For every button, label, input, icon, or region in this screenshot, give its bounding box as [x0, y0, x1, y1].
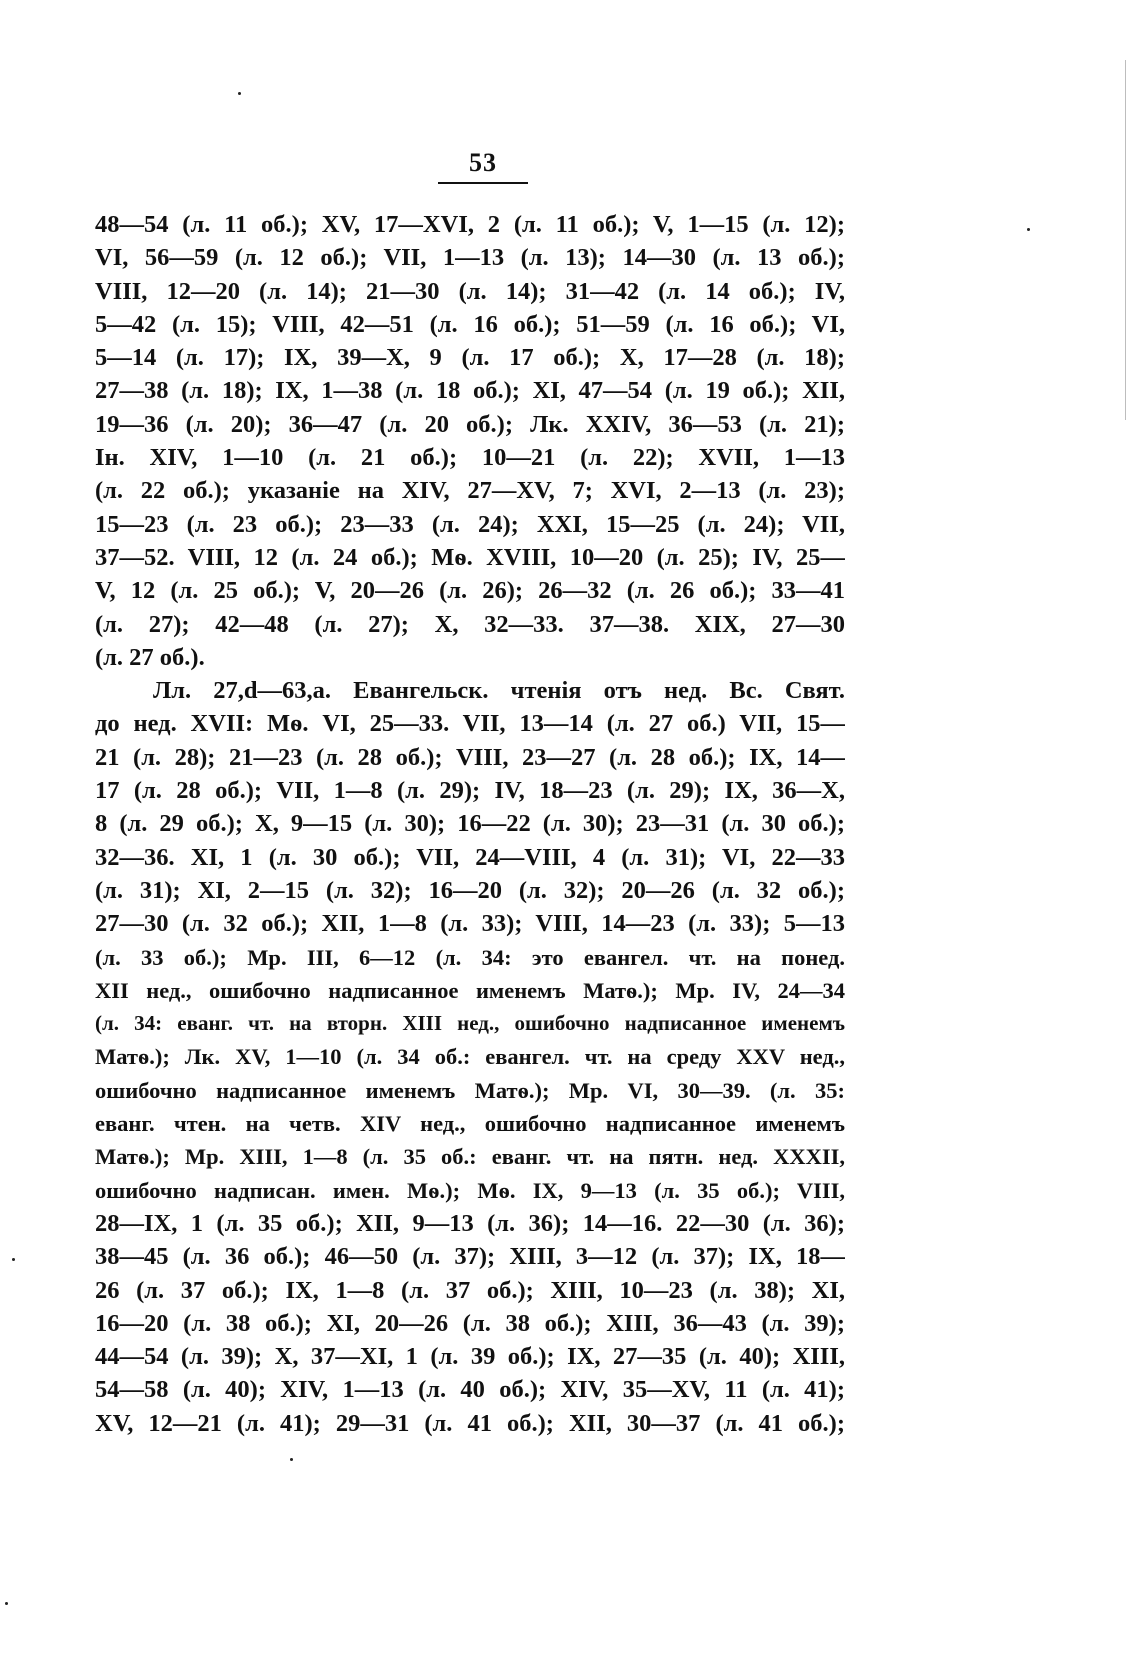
text-line: еванг. чтен. на четв. XIV нед., ошибочно надписанное именемъ [95, 1111, 845, 1137]
text-line: Ін. XIV, 1—10 (л. 21 об.); 10—21 (л. 22); XVII, 1—13 [95, 444, 845, 472]
text-line: 28—IX, 1 (л. 35 об.); XII, 9—13 (л. 36); 14—16. 22—30 (л. 36); [95, 1209, 845, 1237]
text-line: (л. 34: еванг. чт. на вторн. XIII нед., ошибочно надписанное именемъ [95, 1011, 845, 1036]
scan-speck [290, 1458, 293, 1461]
text-line: Матѳ.); Лк. XV, 1—10 (л. 34 об.: евангел. чт. на среду XXV нед., [95, 1044, 845, 1070]
text-line: 19—36 (л. 20); 36—47 (л. 20 об.); Лк. XXIV, 36—53 (л. 21); [95, 410, 845, 438]
text-line: 16—20 (л. 38 об.); XI, 20—26 (л. 38 об.); XIII, 36—43 (л. 39); [95, 1309, 845, 1337]
scan-speck [5, 1602, 8, 1605]
text-line: Матѳ.); Мр. XIII, 1—8 (л. 35 об.: еванг. чт. на пятн. нед. XXXII, [95, 1144, 845, 1170]
page-number-rule [438, 182, 528, 184]
text-line: 54—58 (л. 40); XIV, 1—13 (л. 40 об.); XIV, 35—XV, 11 (л. 41); [95, 1376, 845, 1404]
text-line: 15—23 (л. 23 об.); 23—33 (л. 24); XXI, 15—25 (л. 24); VII, [95, 510, 845, 538]
text-line: (л. 31); XI, 2—15 (л. 32); 16—20 (л. 32); 20—26 (л. 32 об.); [95, 876, 845, 904]
text-line: VI, 56—59 (л. 12 об.); VII, 1—13 (л. 13); 14—30 (л. 13 об.); [95, 244, 845, 272]
text-line: (л. 33 об.); Мр. III, 6—12 (л. 34: это евангел. чт. на понед. [95, 944, 845, 970]
scan-speck [1027, 228, 1030, 231]
text-line: 5—42 (л. 15); VIII, 42—51 (л. 16 об.); 51—59 (л. 16 об.); VI, [95, 310, 845, 338]
text-line: 32—36. XI, 1 (л. 30 об.); VII, 24—VIII, 4 (л. 31); VI, 22—33 [95, 843, 845, 871]
text-line: XII нед., ошибочно надписанное именемъ Матѳ.); Мр. IV, 24—34 [95, 977, 845, 1003]
text-line: 26 (л. 37 об.); IX, 1—8 (л. 37 об.); XIII, 10—23 (л. 38); XI, [95, 1276, 845, 1304]
text-line: 21 (л. 28); 21—23 (л. 28 об.); VIII, 23—27 (л. 28 об.); IX, 14— [95, 743, 845, 771]
page-header [438, 148, 528, 184]
text-line: VIII, 12—20 (л. 14); 21—30 (л. 14); 31—42 (л. 14 об.); IV, [95, 277, 845, 305]
page-edge-line [1125, 60, 1126, 420]
page-number: 53 [469, 148, 497, 177]
text-line: 27—30 (л. 32 об.); XII, 1—8 (л. 33); VIII, 14—23 (л. 33); 5—13 [95, 910, 845, 938]
text-line: ошибочно надписан. имен. Мѳ.); Мѳ. IX, 9—13 (л. 35 об.); VIII, [95, 1177, 845, 1203]
text-line: 17 (л. 28 об.); VII, 1—8 (л. 29); IV, 18—23 (л. 29); IX, 36—X, [95, 777, 845, 805]
paragraph-start-line: Лл. 27,d—63,a. Евангельск. чтенія отъ нед. Вс. Свят. [153, 677, 845, 705]
text-line: 38—45 (л. 36 об.); 46—50 (л. 37); XIII, 3—12 (л. 37); IX, 18— [95, 1243, 845, 1271]
text-line: 8 (л. 29 об.); X, 9—15 (л. 30); 16—22 (л. 30); 23—31 (л. 30 об.); [95, 810, 845, 838]
text-line: 44—54 (л. 39); X, 37—XI, 1 (л. 39 об.); IX, 27—35 (л. 40); XIII, [95, 1343, 845, 1371]
text-line: 27—38 (л. 18); IX, 1—38 (л. 18 об.); XI, 47—54 (л. 19 об.); XII, [95, 377, 845, 405]
text-line: 48—54 (л. 11 об.); XV, 17—XVI, 2 (л. 11 об.); V, 1—15 (л. 12); [95, 211, 845, 238]
scan-speck [238, 92, 241, 95]
scan-speck [12, 1258, 15, 1261]
body-text [95, 208, 845, 1440]
text-line: (л. 27 об.). [95, 643, 205, 671]
text-line: до нед. XVII: Мѳ. VI, 25—33. VII, 13—14 (л. 27 об.) VII, 15— [95, 710, 845, 738]
text-line: (л. 22 об.); указаніе на XIV, 27—XV, 7; XVI, 2—13 (л. 23); [95, 477, 845, 505]
text-line: 5—14 (л. 17); IX, 39—X, 9 (л. 17 об.); X, 17—28 (л. 18); [95, 344, 845, 372]
text-line: (л. 27); 42—48 (л. 27); X, 32—33. 37—38. XIX, 27—30 [95, 610, 845, 638]
text-line: XV, 12—21 (л. 41); 29—31 (л. 41 об.); XII, 30—37 (л. 41 об.); [95, 1409, 845, 1437]
text-line: ошибочно надписанное именемъ Матѳ.); Мр. VI, 30—39. (л. 35: [95, 1077, 845, 1103]
text-line: V, 12 (л. 25 об.); V, 20—26 (л. 26); 26—32 (л. 26 об.); 33—41 [95, 577, 845, 605]
text-line: 37—52. VIII, 12 (л. 24 об.); Мѳ. XVIII, 10—20 (л. 25); IV, 25— [95, 543, 845, 571]
